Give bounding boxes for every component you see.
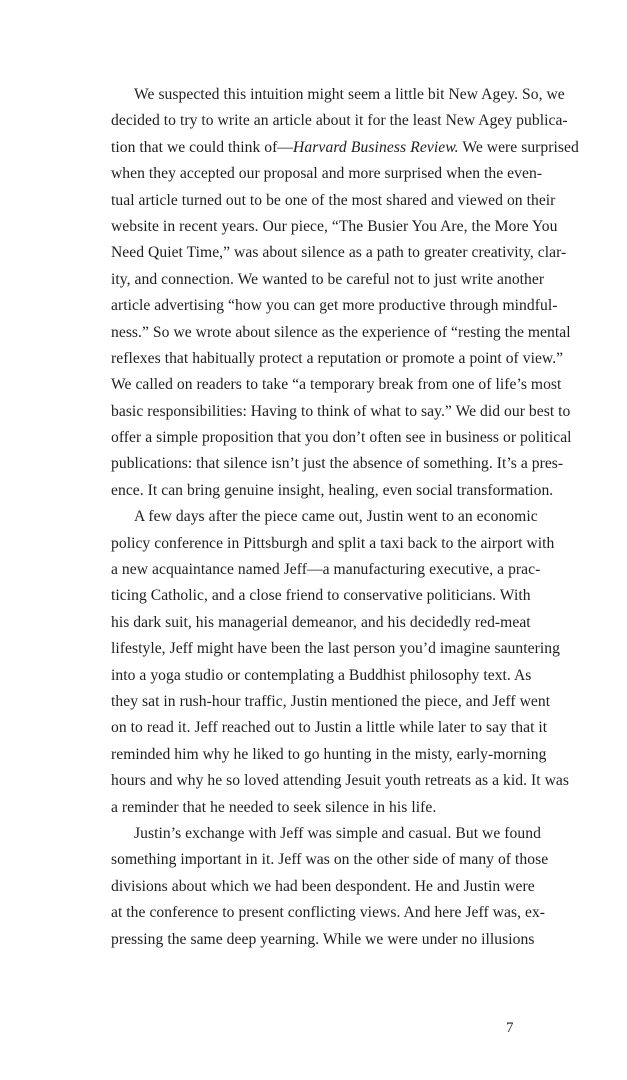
text-run: We were surprised	[458, 138, 579, 156]
text-line: on to read it. Jeff reached out to Justin a little while later to say that it	[111, 719, 548, 737]
text-line: We called on readers to take “a temporary break from one of life’s most	[111, 376, 562, 394]
text-line: his dark suit, his managerial demeanor, and his decidedly red-meat	[111, 613, 531, 631]
text-line: reflexes that habitually protect a reputation or promote a point of view.”	[111, 349, 564, 367]
text-line: offer a simple proposition that you don’t often see in business or political	[111, 429, 572, 447]
body-text	[111, 82, 579, 953]
text-line: pressing the same deep yearning. While we were under no illusions	[111, 930, 535, 948]
text-line: a new acquaintance named Jeff—a manufacturing executive, a prac-	[111, 561, 541, 579]
text-line: hours and why he so loved attending Jesuit youth retreats as a kid. It was	[111, 772, 569, 790]
text-line: article advertising “how you can get more productive through mindful-	[111, 297, 558, 315]
text-line: divisions about which we had been despondent. He and Justin were	[111, 877, 535, 895]
text-line: reminded him why he liked to go hunting in the misty, early-morning	[111, 745, 547, 763]
text-line: something important in it. Jeff was on the other side of many of those	[111, 851, 549, 869]
text-line: into a yoga studio or contemplating a Buddhist philosophy text. As	[111, 666, 532, 684]
text-line: ness.” So we wrote about silence as the experience of “resting the mental	[111, 323, 571, 341]
text-line: tual article turned out to be one of the most shared and viewed on their	[111, 191, 556, 209]
text-line: at the conference to present conflicting views. And here Jeff was, ex-	[111, 904, 546, 922]
text-line: website in recent years. Our piece, “The Busier You Are, the More You	[111, 217, 558, 235]
text-line: a reminder that he needed to seek silence in his life.	[111, 798, 437, 816]
text-line: they sat in rush-hour traffic, Justin mentioned the piece, and Jeff went	[111, 692, 551, 710]
text-line: ence. It can bring genuine insight, healing, even social transformation.	[111, 481, 554, 499]
paragraph-2	[111, 504, 569, 821]
text-line: Justin’s exchange with Jeff was simple and casual. But we found	[134, 824, 541, 842]
text-line: A few days after the piece came out, Justin went to an economic	[134, 508, 538, 526]
publication-title: Harvard Business Review.	[293, 138, 459, 156]
text-run: tion that we could think of—	[111, 138, 293, 156]
text-line: ity, and connection. We wanted to be careful not to just write another	[111, 270, 545, 288]
paragraph-3	[111, 821, 549, 953]
paragraph-1	[111, 82, 579, 504]
text-line: ticing Catholic, and a close friend to conservative politicians. With	[111, 587, 531, 605]
text-line: publications: that silence isn’t just the absence of something. It’s a pres-	[111, 455, 564, 473]
text-line: Need Quiet Time,” was about silence as a path to greater creativity, clar-	[111, 244, 567, 262]
page-number-text: 7	[506, 1020, 514, 1036]
text-line: decided to try to write an article about it for the least New Agey publica-	[111, 112, 568, 130]
text-line: lifestyle, Jeff might have been the last person you’d imagine sauntering	[111, 640, 560, 658]
text-line: policy conference in Pittsburgh and split a taxi back to the airport with	[111, 534, 555, 552]
text-line: when they accepted our proposal and more surprised when the even-	[111, 165, 543, 183]
text-line	[111, 135, 579, 161]
text-line: basic responsibilities: Having to think of what to say.” We did our best to	[111, 402, 571, 420]
text-line: We suspected this intuition might seem a little bit New Agey. So, we	[134, 86, 565, 103]
